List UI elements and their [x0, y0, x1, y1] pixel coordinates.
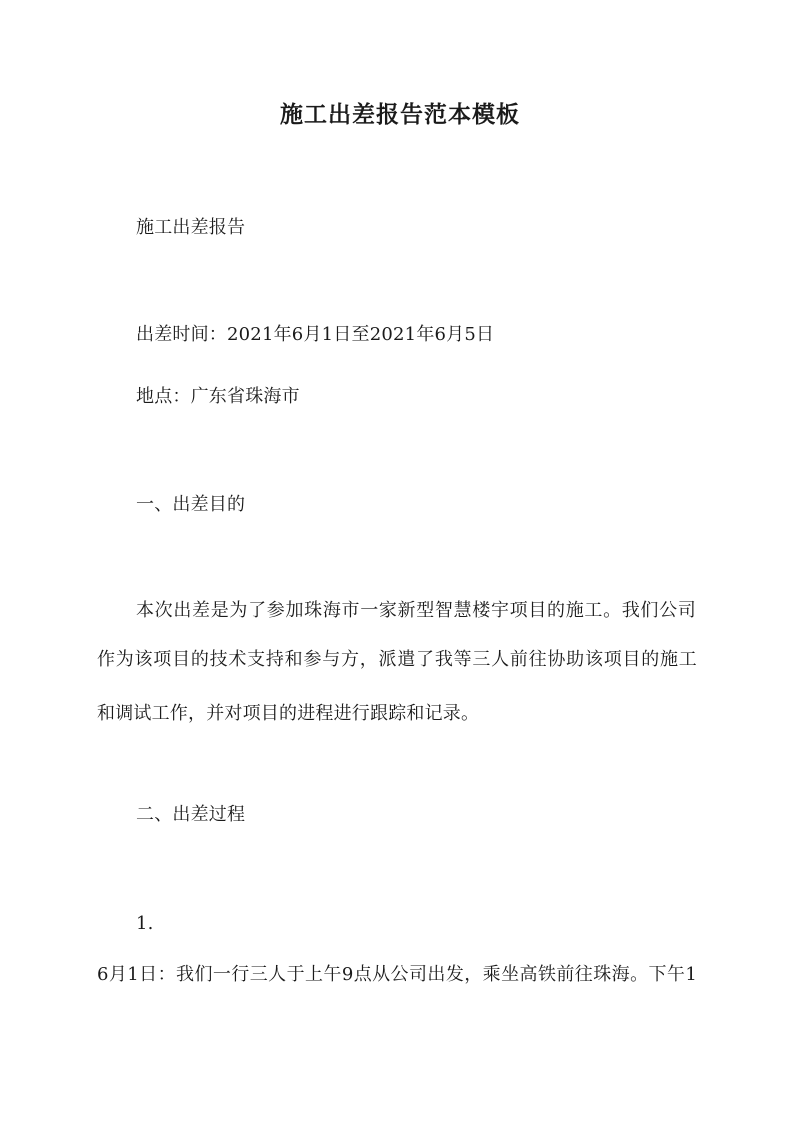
process-item-number: 1.: [136, 913, 154, 934]
process-item-line-1: 6月1日：我们一行三人于上午9点从公司出发，乘坐高铁前往珠海。下午1: [97, 964, 697, 985]
trip-location: 地点：广东省珠海市: [136, 386, 300, 407]
report-subtitle: 施工出差报告: [136, 217, 246, 238]
trip-time: 出差时间：2021年6月1日至2021年6月5日: [136, 324, 495, 345]
purpose-paragraph-line-2: 作为该项目的技术支持和参与方，派遣了我等三人前往协助该项目的施工: [97, 649, 697, 670]
purpose-paragraph-line-1: 本次出差是为了参加珠海市一家新型智慧楼宇项目的施工。我们公司: [136, 600, 696, 621]
purpose-paragraph-line-3: 和调试工作，并对项目的进程进行跟踪和记录。: [97, 703, 480, 724]
section-heading-purpose: 一、出差目的: [136, 494, 246, 515]
document-title: 施工出差报告范本模板: [280, 101, 520, 128]
section-heading-process: 二、出差过程: [136, 804, 246, 825]
